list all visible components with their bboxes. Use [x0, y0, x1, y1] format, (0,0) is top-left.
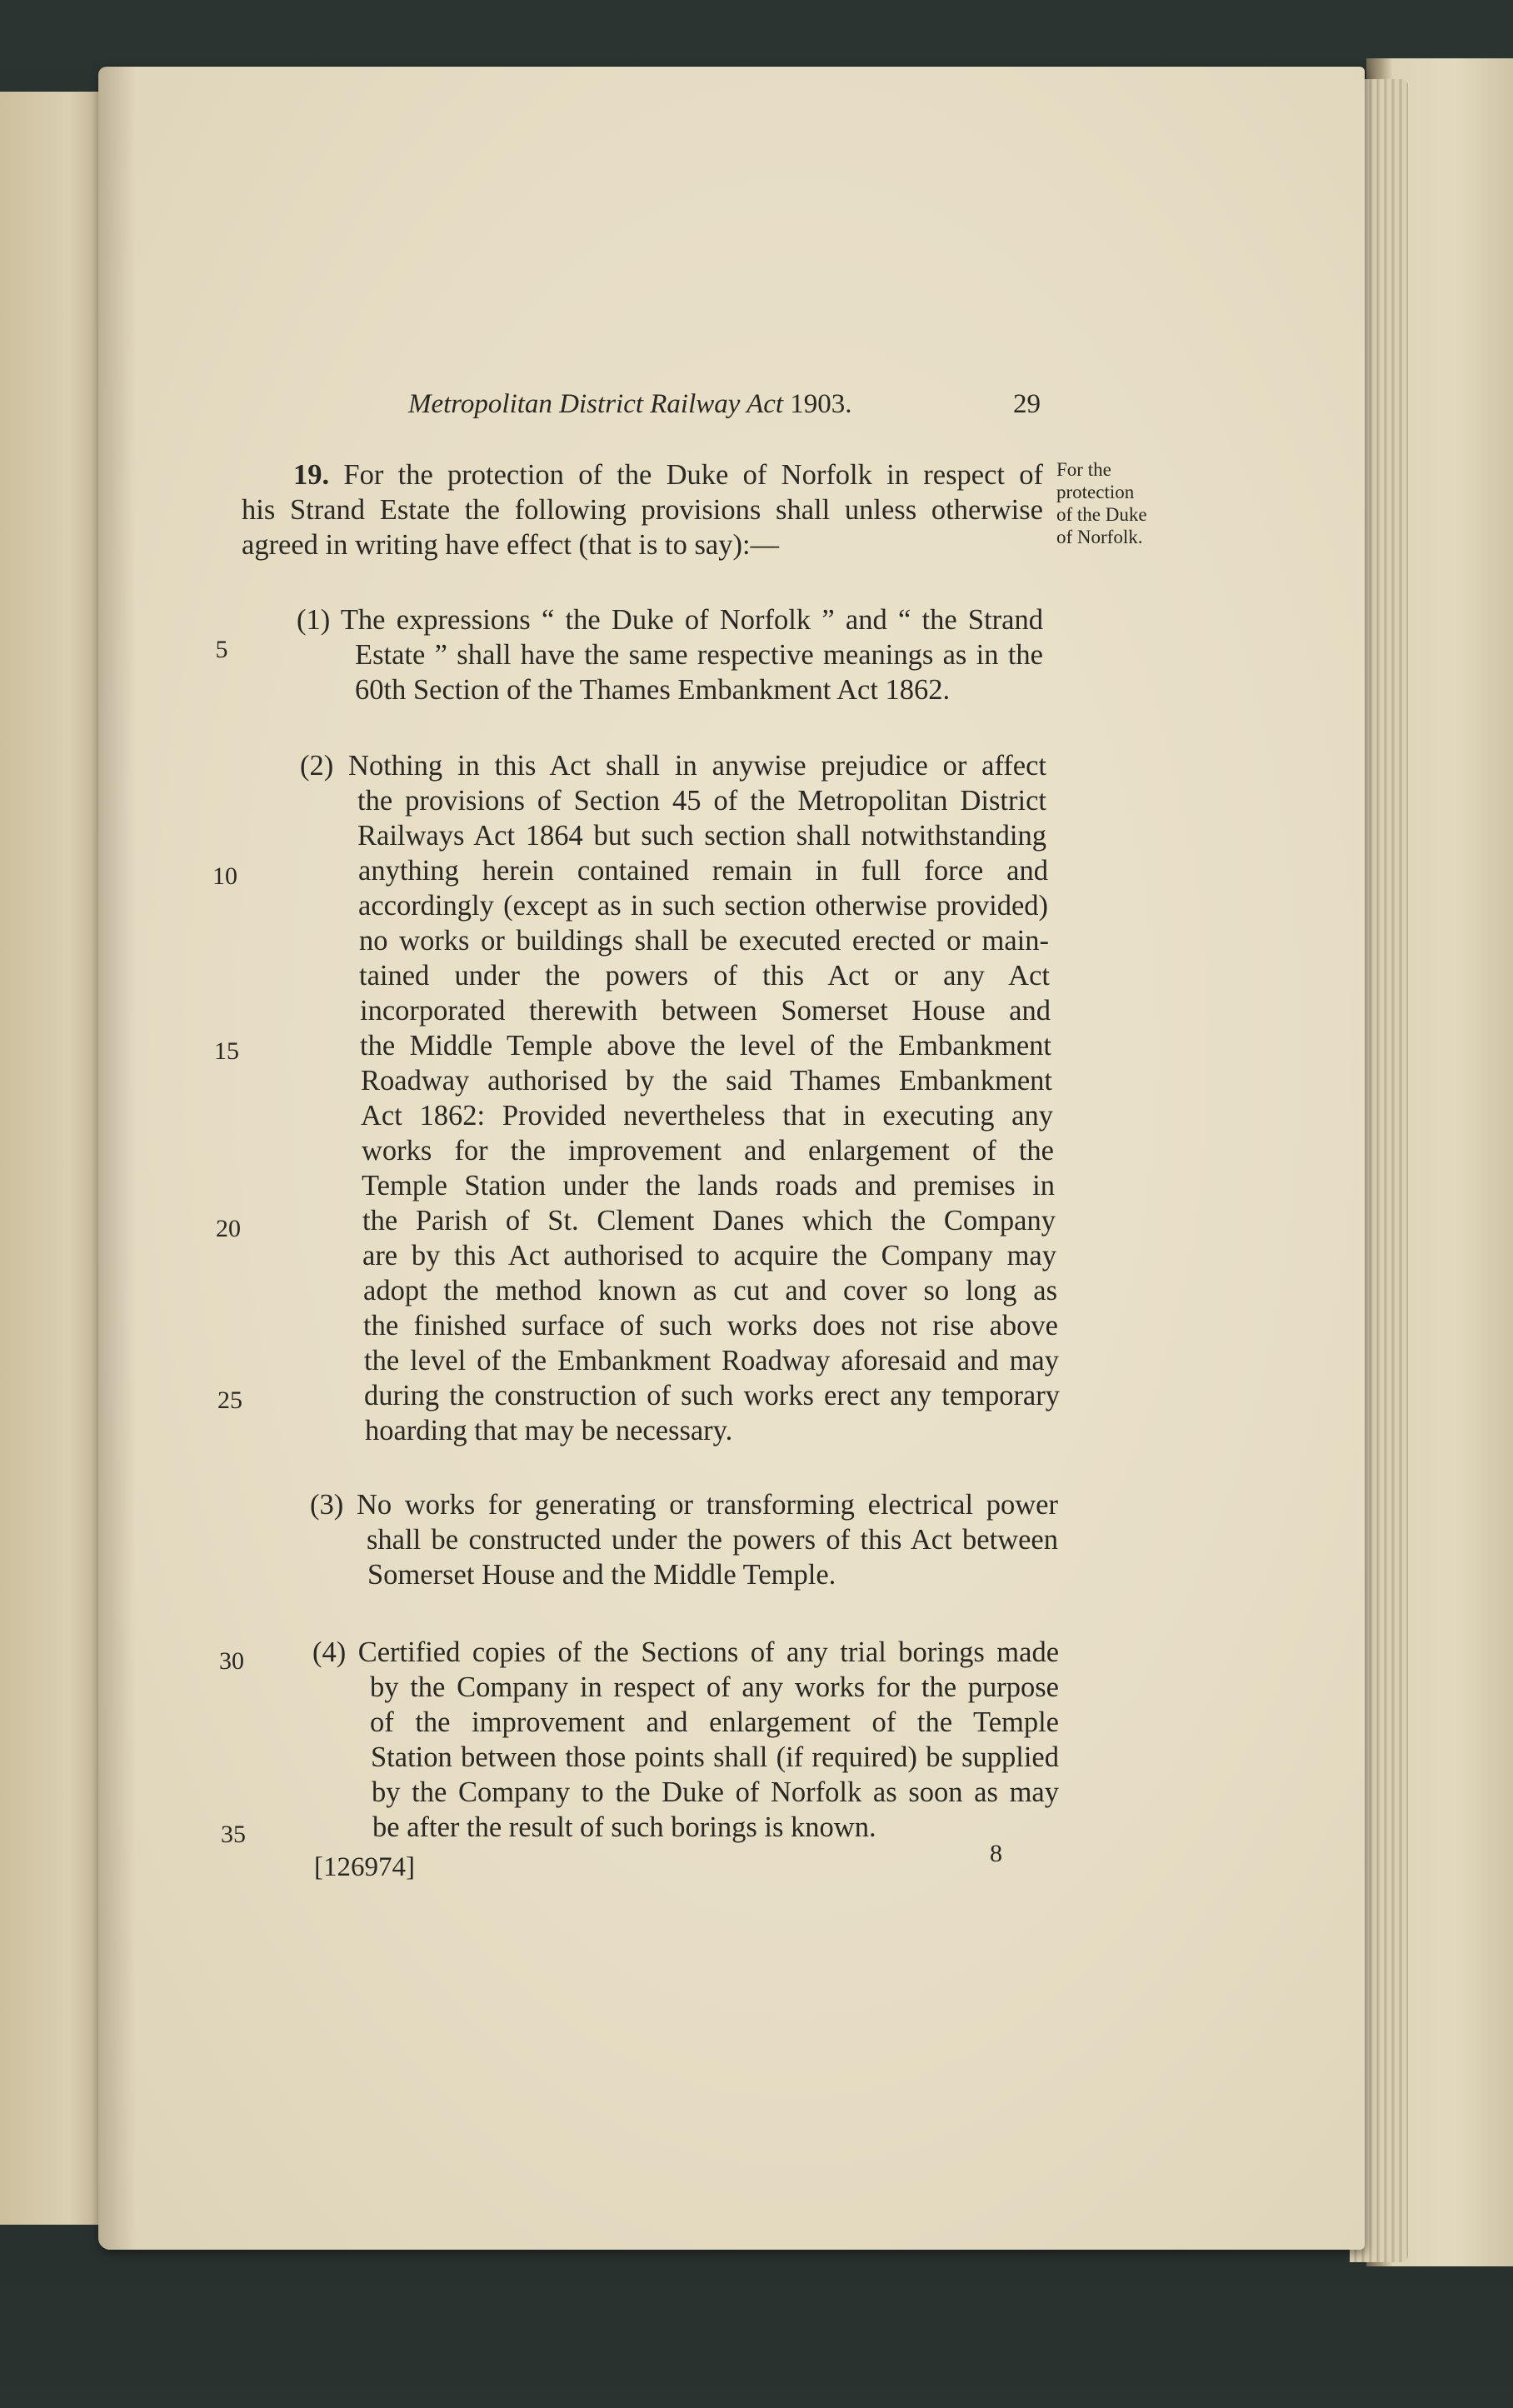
paragraph-4-line: [312, 1635, 1059, 1670]
paragraph-2-line: the provisions of Section 45 of the Metropolitan District: [357, 785, 1046, 817]
line-number: 10: [212, 862, 237, 890]
paragraph-2-line: Railways Act 1864 but such section shall notwithstanding: [357, 820, 1046, 852]
paragraph-2-line: accordingly (except as in such section otherwise provided): [358, 890, 1048, 922]
print-reference: [126974]: [314, 1852, 415, 1882]
paragraph-label: (2): [300, 750, 334, 782]
running-year: 1903.: [790, 389, 852, 419]
paragraph-2-line: no works or buildings shall be executed erected or main-: [359, 925, 1049, 957]
section-number: 19.: [293, 459, 330, 491]
section-intro-line-1: [293, 457, 1043, 492]
running-head: [408, 389, 852, 420]
paragraph-2-line: anything herein contained remain in full force and: [358, 855, 1048, 887]
paragraph-2-line: tained under the powers of this Act or any Act: [359, 960, 1050, 992]
margin-note: [1056, 458, 1181, 548]
paragraph-2-line: during the construction of such works erect any temporary: [364, 1380, 1060, 1411]
paragraph-2-line: incorporated therewith between Somerset House and: [360, 995, 1051, 1027]
paragraph-4-line: by the Company in respect of any works for the purpose: [370, 1671, 1059, 1703]
paragraph-3-line: [310, 1487, 1058, 1522]
line-number: 20: [216, 1215, 241, 1242]
line-number: 15: [214, 1037, 239, 1065]
margin-note-line: For the: [1056, 459, 1111, 480]
paragraph-2-line: the level of the Embankment Roadway aforesaid and may: [364, 1345, 1059, 1376]
running-title: Metropolitan District Railway Act: [408, 389, 784, 419]
margin-note-line: of Norfolk.: [1056, 527, 1143, 547]
paragraph-text: The expressions “ the Duke of Norfolk ” and “ the Strand: [340, 604, 1043, 636]
paragraph-4-line: be after the result of such borings is known.: [372, 1811, 876, 1843]
paragraph-2-line: Act 1862: Provided nevertheless that in executing any: [361, 1100, 1053, 1132]
section-intro-text: For the protection of the Duke of Norfolk in respect of: [343, 459, 1043, 491]
paragraph-2-line: are by this Act authorised to acquire the Company may: [362, 1240, 1056, 1271]
paragraph-1-line: 60th Section of the Thames Embankment Act 1862.: [355, 674, 951, 706]
line-number: 30: [219, 1647, 244, 1675]
paragraph-2-line: [300, 748, 1046, 783]
paragraph-2-line: the Parish of St. Clement Danes which the Company: [362, 1205, 1056, 1236]
line-number: 5: [215, 636, 228, 663]
page-number: 29: [1013, 389, 1041, 419]
paragraph-4-line: Station between those points shall (if required) be supplied: [371, 1741, 1059, 1773]
page-gutter-shade: [98, 67, 136, 2250]
paragraph-1-line: [297, 602, 1043, 637]
paragraph-2-line: hoarding that may be necessary.: [365, 1415, 733, 1446]
paragraph-label: (3): [310, 1489, 344, 1521]
paragraph-text: No works for generating or transforming electrical power: [356, 1489, 1058, 1521]
line-number: 35: [221, 1821, 246, 1848]
paragraph-3-line: Somerset House and the Middle Temple.: [367, 1559, 836, 1591]
paragraph-2-line: works for the improvement and enlargement of the: [362, 1135, 1054, 1167]
section-intro-line-2: his Strand Estate the following provisions shall unless otherwise: [242, 494, 1043, 526]
paragraph-2-line: adopt the method known as cut and cover so long as: [363, 1275, 1057, 1306]
paragraph-text: Certified copies of the Sections of any trial borings made: [357, 1636, 1060, 1668]
paragraph-2-line: Temple Station under the lands roads and premises in: [362, 1170, 1055, 1202]
paragraph-text: Nothing in this Act shall in anywise prejudice or affect: [348, 750, 1047, 782]
paragraph-label: (4): [312, 1636, 347, 1668]
section-intro-line-3: agreed in writing have effect (that is to say):—: [242, 529, 780, 561]
paragraph-4-line: of the improvement and enlargement of the Temple: [370, 1706, 1059, 1738]
paragraph-2-line: Roadway authorised by the said Thames Embankment: [361, 1065, 1052, 1097]
paragraph-1-line: Estate ” shall have the same respective meanings as in the: [355, 639, 1043, 671]
paragraph-label: (1): [297, 604, 331, 636]
line-number: 25: [217, 1386, 242, 1414]
signature-mark: 8: [990, 1840, 1002, 1867]
paragraph-2-line: the Middle Temple above the level of the Embankment: [360, 1030, 1051, 1062]
paragraph-4-line: by the Company to the Duke of Norfolk as soon as may: [372, 1776, 1059, 1808]
paragraph-3-line: shall be constructed under the powers of this Act between: [367, 1524, 1058, 1556]
paragraph-2-line: the finished surface of such works does not rise above: [363, 1310, 1058, 1341]
margin-note-line: of the Duke: [1056, 504, 1147, 525]
margin-note-line: protection: [1056, 482, 1135, 502]
